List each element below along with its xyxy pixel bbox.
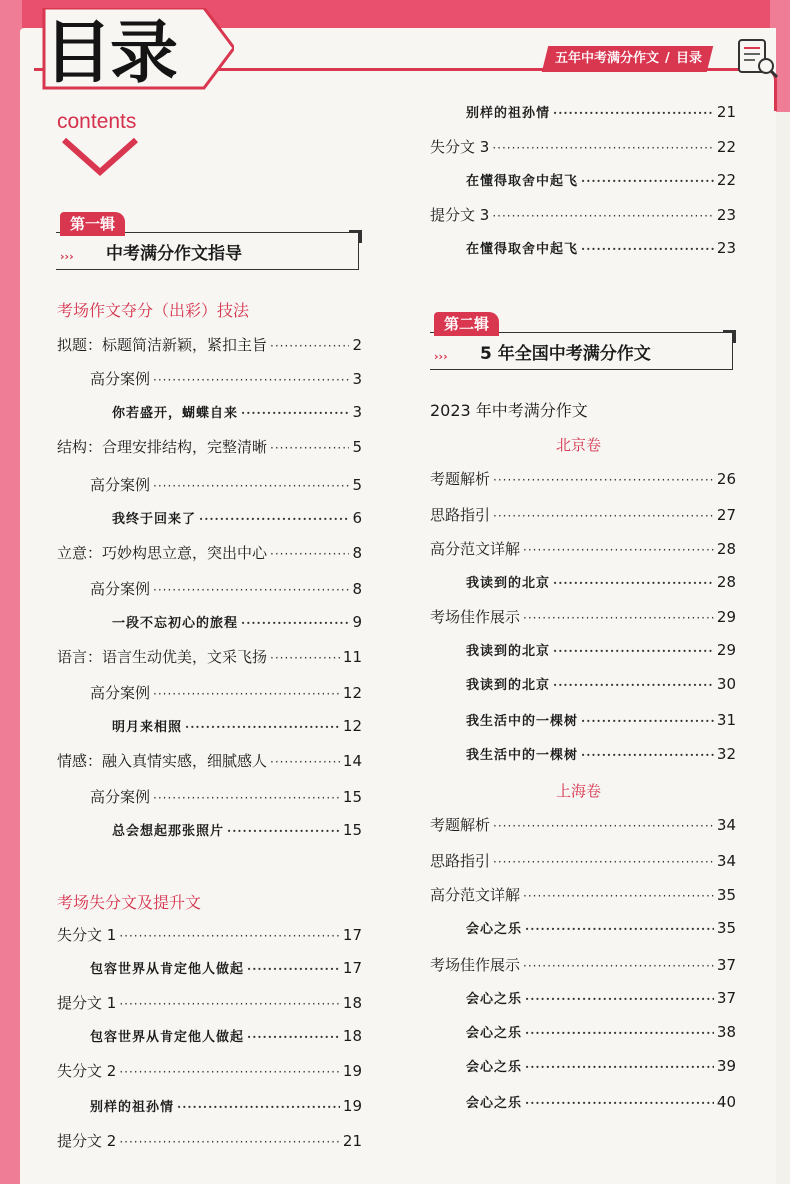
toc-leader-dots	[525, 992, 714, 1006]
toc-entry	[430, 954, 736, 976]
toc-entry-title: 提分文 3	[430, 206, 490, 224]
toc-entry	[112, 820, 362, 842]
toc-page-number: 39	[716, 1057, 736, 1075]
toc-page-number: 37	[716, 989, 736, 1007]
book-title-tag: 五年中考满分作文 / 目录	[542, 46, 713, 72]
toc-page-number: 8	[352, 580, 362, 598]
toc-entry-title: 考题解析	[430, 470, 491, 488]
region-heading: 上海卷	[556, 782, 602, 800]
toc-leader-dots	[493, 819, 714, 833]
toc-entry-title: 提分文 1	[57, 994, 117, 1012]
toc-leader-dots	[270, 441, 349, 455]
toc-entry-title: 总会想起那张照片	[112, 824, 225, 839]
toc-leader-dots	[247, 1030, 340, 1044]
toc-entry-title: 失分文 3	[430, 138, 490, 156]
toc-leader-dots	[247, 962, 340, 976]
toc-page-number: 6	[352, 509, 362, 527]
year-heading: 2023 年中考满分作文	[430, 401, 588, 420]
toc-leader-dots	[119, 1065, 340, 1079]
toc-entry-title: 在懂得取舍中起飞	[466, 242, 579, 257]
toc-entry	[430, 468, 736, 490]
toc-leader-dots	[523, 959, 714, 973]
toc-leader-dots	[581, 714, 714, 728]
toc-entry-title: 思路指引	[430, 852, 491, 870]
toc-page-number: 27	[716, 506, 736, 524]
toc-leader-dots	[581, 242, 714, 256]
toc-entry	[430, 884, 736, 906]
toc-entry	[57, 542, 362, 564]
banner-heading: 5 年全国中考满分作文	[480, 344, 651, 364]
toc-leader-dots	[492, 141, 714, 155]
toc-entry	[90, 786, 362, 808]
toc-entry-title: 提分文 2	[57, 1132, 117, 1150]
toc-leader-dots	[153, 687, 340, 701]
toc-leader-dots	[525, 1026, 714, 1040]
toc-entry	[57, 436, 362, 458]
book-name: 五年中考满分作文	[555, 51, 660, 66]
toc-page-number: 18	[342, 1027, 362, 1045]
toc-entry	[430, 850, 736, 872]
toc-entry-title: 考场佳作展示	[430, 956, 521, 974]
toc-entry-title: 拟题：标题简洁新颖，紧扣主旨	[57, 336, 268, 354]
toc-entry	[466, 674, 736, 696]
toc-entry	[466, 988, 736, 1010]
toc-entry	[466, 640, 736, 662]
toc-entry-title: 高分范文详解	[430, 540, 521, 558]
toc-leader-dots	[553, 576, 714, 590]
toc-page-number: 3	[352, 370, 362, 388]
toc-page-number: 2	[352, 336, 362, 354]
toc-leader-dots	[270, 547, 349, 561]
toc-entry-title: 立意：巧妙构思立意，突出中心	[57, 544, 268, 562]
toc-entry	[466, 572, 736, 594]
toc-leader-dots	[525, 1060, 714, 1074]
toc-leader-dots	[493, 473, 714, 487]
toc-leader-dots	[270, 755, 340, 769]
page-title: 目录	[44, 14, 177, 93]
toc-entry-title: 包容世界从肯定他人做起	[90, 1030, 245, 1045]
toc-entry	[430, 204, 736, 226]
toc-entry-title: 高分案例	[90, 788, 151, 806]
toc-page-number: 34	[716, 852, 736, 870]
toc-entry	[430, 814, 736, 836]
toc-leader-dots	[119, 929, 340, 943]
book-section: 目录	[675, 51, 702, 66]
subsection-heading: 考场失分文及提升文	[57, 893, 202, 912]
toc-entry	[57, 1130, 362, 1152]
toc-entry-title: 我终于回来了	[112, 512, 197, 527]
toc-entry	[466, 1056, 736, 1078]
toc-page-number: 31	[716, 711, 736, 729]
toc-leader-dots	[493, 509, 714, 523]
toc-leader-dots	[241, 616, 349, 630]
toc-page-number: 29	[716, 608, 736, 626]
toc-leader-dots	[523, 889, 714, 903]
book-search-icon	[735, 36, 779, 80]
toc-page-number: 35	[716, 886, 736, 904]
toc-entry	[466, 744, 736, 766]
toc-entry-title: 我读到的北京	[466, 644, 551, 659]
toc-page-number: 23	[716, 239, 736, 257]
section-banner-1	[56, 212, 360, 264]
triple-chevron-icon: ›››	[434, 350, 448, 363]
toc-entry	[466, 170, 736, 192]
toc-page-number: 21	[716, 103, 736, 121]
toc-entry-title: 高分案例	[90, 580, 151, 598]
section-banner-2	[430, 312, 734, 364]
toc-entry	[112, 612, 362, 634]
toc-entry-title: 高分案例	[90, 684, 151, 702]
toc-leader-dots	[185, 720, 340, 734]
toc-entry-title: 高分范文详解	[430, 886, 521, 904]
toc-page-number: 5	[352, 476, 362, 494]
toc-page-number: 30	[716, 675, 736, 693]
toc-entry	[466, 1092, 736, 1114]
toc-leader-dots	[553, 644, 714, 658]
toc-page-number: 17	[342, 959, 362, 977]
toc-leader-dots	[523, 611, 714, 625]
toc-page-number: 34	[716, 816, 736, 834]
toc-entry-title: 失分文 1	[57, 926, 117, 944]
toc-entry	[430, 606, 736, 628]
toc-leader-dots	[553, 678, 714, 692]
banner-heading: 中考满分作文指导	[106, 244, 242, 264]
toc-entry	[430, 136, 736, 158]
toc-entry	[430, 504, 736, 526]
toc-entry-title: 会心之乐	[466, 922, 523, 937]
toc-entry	[466, 238, 736, 260]
toc-entry	[57, 992, 362, 1014]
toc-page-number: 3	[352, 403, 362, 421]
toc-entry-title: 失分文 2	[57, 1062, 117, 1080]
toc-page-number: 18	[342, 994, 362, 1012]
toc-entry-title: 我生活中的一棵树	[466, 714, 579, 729]
toc-entry-title: 情感：融入真情实感，细腻感人	[57, 752, 268, 770]
toc-page-number: 35	[716, 919, 736, 937]
toc-entry	[112, 716, 362, 738]
toc-page-number: 9	[352, 613, 362, 631]
toc-leader-dots	[523, 543, 714, 557]
toc-entry	[90, 1096, 362, 1118]
toc-entry-title: 思路指引	[430, 506, 491, 524]
toc-page-number: 17	[342, 926, 362, 944]
toc-entry	[466, 710, 736, 732]
toc-entry-title: 别样的祖孙情	[90, 1100, 175, 1115]
subsection-heading: 考场作文夺分（出彩）技法	[57, 301, 250, 320]
toc-entry-title: 会心之乐	[466, 992, 523, 1007]
toc-entry-title: 我读到的北京	[466, 576, 551, 591]
toc-entry-title: 别样的祖孙情	[466, 106, 551, 121]
toc-entry	[90, 368, 362, 390]
toc-page-number: 15	[342, 821, 362, 839]
banner-corner	[349, 230, 362, 243]
toc-page-number: 22	[716, 138, 736, 156]
toc-leader-dots	[581, 174, 714, 188]
toc-entry-title: 语言：语言生动优美，文采飞扬	[57, 648, 268, 666]
toc-page-number: 28	[716, 540, 736, 558]
toc-leader-dots	[153, 479, 349, 493]
toc-page-number: 12	[342, 717, 362, 735]
toc-page-number: 29	[716, 641, 736, 659]
toc-entry-title: 我读到的北京	[466, 678, 551, 693]
toc-entry	[57, 646, 362, 668]
toc-entry-title: 高分案例	[90, 476, 151, 494]
toc-page-number: 37	[716, 956, 736, 974]
toc-page-number: 40	[716, 1093, 736, 1111]
toc-entry-title: 会心之乐	[466, 1060, 523, 1075]
toc-entry-title: 一段不忘初心的旅程	[112, 616, 239, 631]
toc-page-number: 26	[716, 470, 736, 488]
toc-leader-dots	[492, 209, 714, 223]
toc-leader-dots	[177, 1100, 340, 1114]
toc-page-number: 19	[342, 1097, 362, 1115]
toc-entry-title: 高分案例	[90, 370, 151, 388]
toc-entry-title: 我生活中的一棵树	[466, 748, 579, 763]
banner-corner	[723, 330, 736, 343]
toc-page-number: 23	[716, 206, 736, 224]
toc-leader-dots	[153, 583, 349, 597]
toc-entry	[57, 334, 362, 356]
toc-leader-dots	[493, 855, 714, 869]
banner-tab: 第一辑	[60, 212, 125, 236]
toc-page-number: 12	[342, 684, 362, 702]
toc-page-number: 38	[716, 1023, 736, 1041]
pink-frame-left	[0, 0, 22, 1184]
toc-page-number: 15	[342, 788, 362, 806]
toc-leader-dots	[553, 106, 714, 120]
toc-page-number: 32	[716, 745, 736, 763]
banner-tab: 第二辑	[434, 312, 499, 336]
toc-entry-title: 会心之乐	[466, 1026, 523, 1041]
toc-entry-title: 会心之乐	[466, 1096, 523, 1111]
toc-page-number: 5	[352, 438, 362, 456]
toc-leader-dots	[119, 997, 340, 1011]
toc-page-number: 11	[342, 648, 362, 666]
toc-entry	[112, 508, 362, 530]
toc-entry	[90, 474, 362, 496]
toc-entry	[57, 924, 362, 946]
toc-entry	[430, 538, 736, 560]
toc-entry	[90, 958, 362, 980]
region-heading: 北京卷	[556, 436, 602, 454]
toc-leader-dots	[525, 1096, 714, 1110]
toc-leader-dots	[119, 1135, 340, 1149]
toc-leader-dots	[153, 791, 340, 805]
toc-entry-title: 你若盛开，蝴蝶自来	[112, 406, 239, 421]
toc-entry	[90, 1026, 362, 1048]
chevron-down-icon	[62, 138, 138, 178]
toc-entry-title: 明月来相照	[112, 720, 183, 735]
toc-leader-dots	[153, 373, 349, 387]
toc-leader-dots	[270, 339, 349, 353]
toc-leader-dots	[241, 406, 349, 420]
toc-entry	[57, 1060, 362, 1082]
toc-page-number: 22	[716, 171, 736, 189]
toc-leader-dots	[270, 651, 340, 665]
toc-entry-title: 包容世界从肯定他人做起	[90, 962, 245, 977]
page-subtitle: contents	[57, 110, 137, 133]
toc-entry	[466, 1022, 736, 1044]
toc-entry-title: 在懂得取舍中起飞	[466, 174, 579, 189]
toc-entry-title: 考题解析	[430, 816, 491, 834]
toc-entry	[90, 682, 362, 704]
toc-leader-dots	[581, 748, 714, 762]
toc-entry-title: 结构：合理安排结构，完整清晰	[57, 438, 268, 456]
toc-entry-title: 考场佳作展示	[430, 608, 521, 626]
toc-leader-dots	[525, 922, 714, 936]
triple-chevron-icon: ›››	[60, 250, 74, 263]
toc-leader-dots	[199, 512, 349, 526]
toc-page-number: 14	[342, 752, 362, 770]
toc-entry	[112, 402, 362, 424]
toc-page-number: 19	[342, 1062, 362, 1080]
toc-page-number: 8	[352, 544, 362, 562]
toc-leader-dots	[227, 824, 340, 838]
toc-entry	[466, 102, 736, 124]
toc-page-number: 21	[342, 1132, 362, 1150]
toc-entry	[57, 750, 362, 772]
toc-entry	[466, 918, 736, 940]
toc-page-number: 28	[716, 573, 736, 591]
toc-entry	[90, 578, 362, 600]
